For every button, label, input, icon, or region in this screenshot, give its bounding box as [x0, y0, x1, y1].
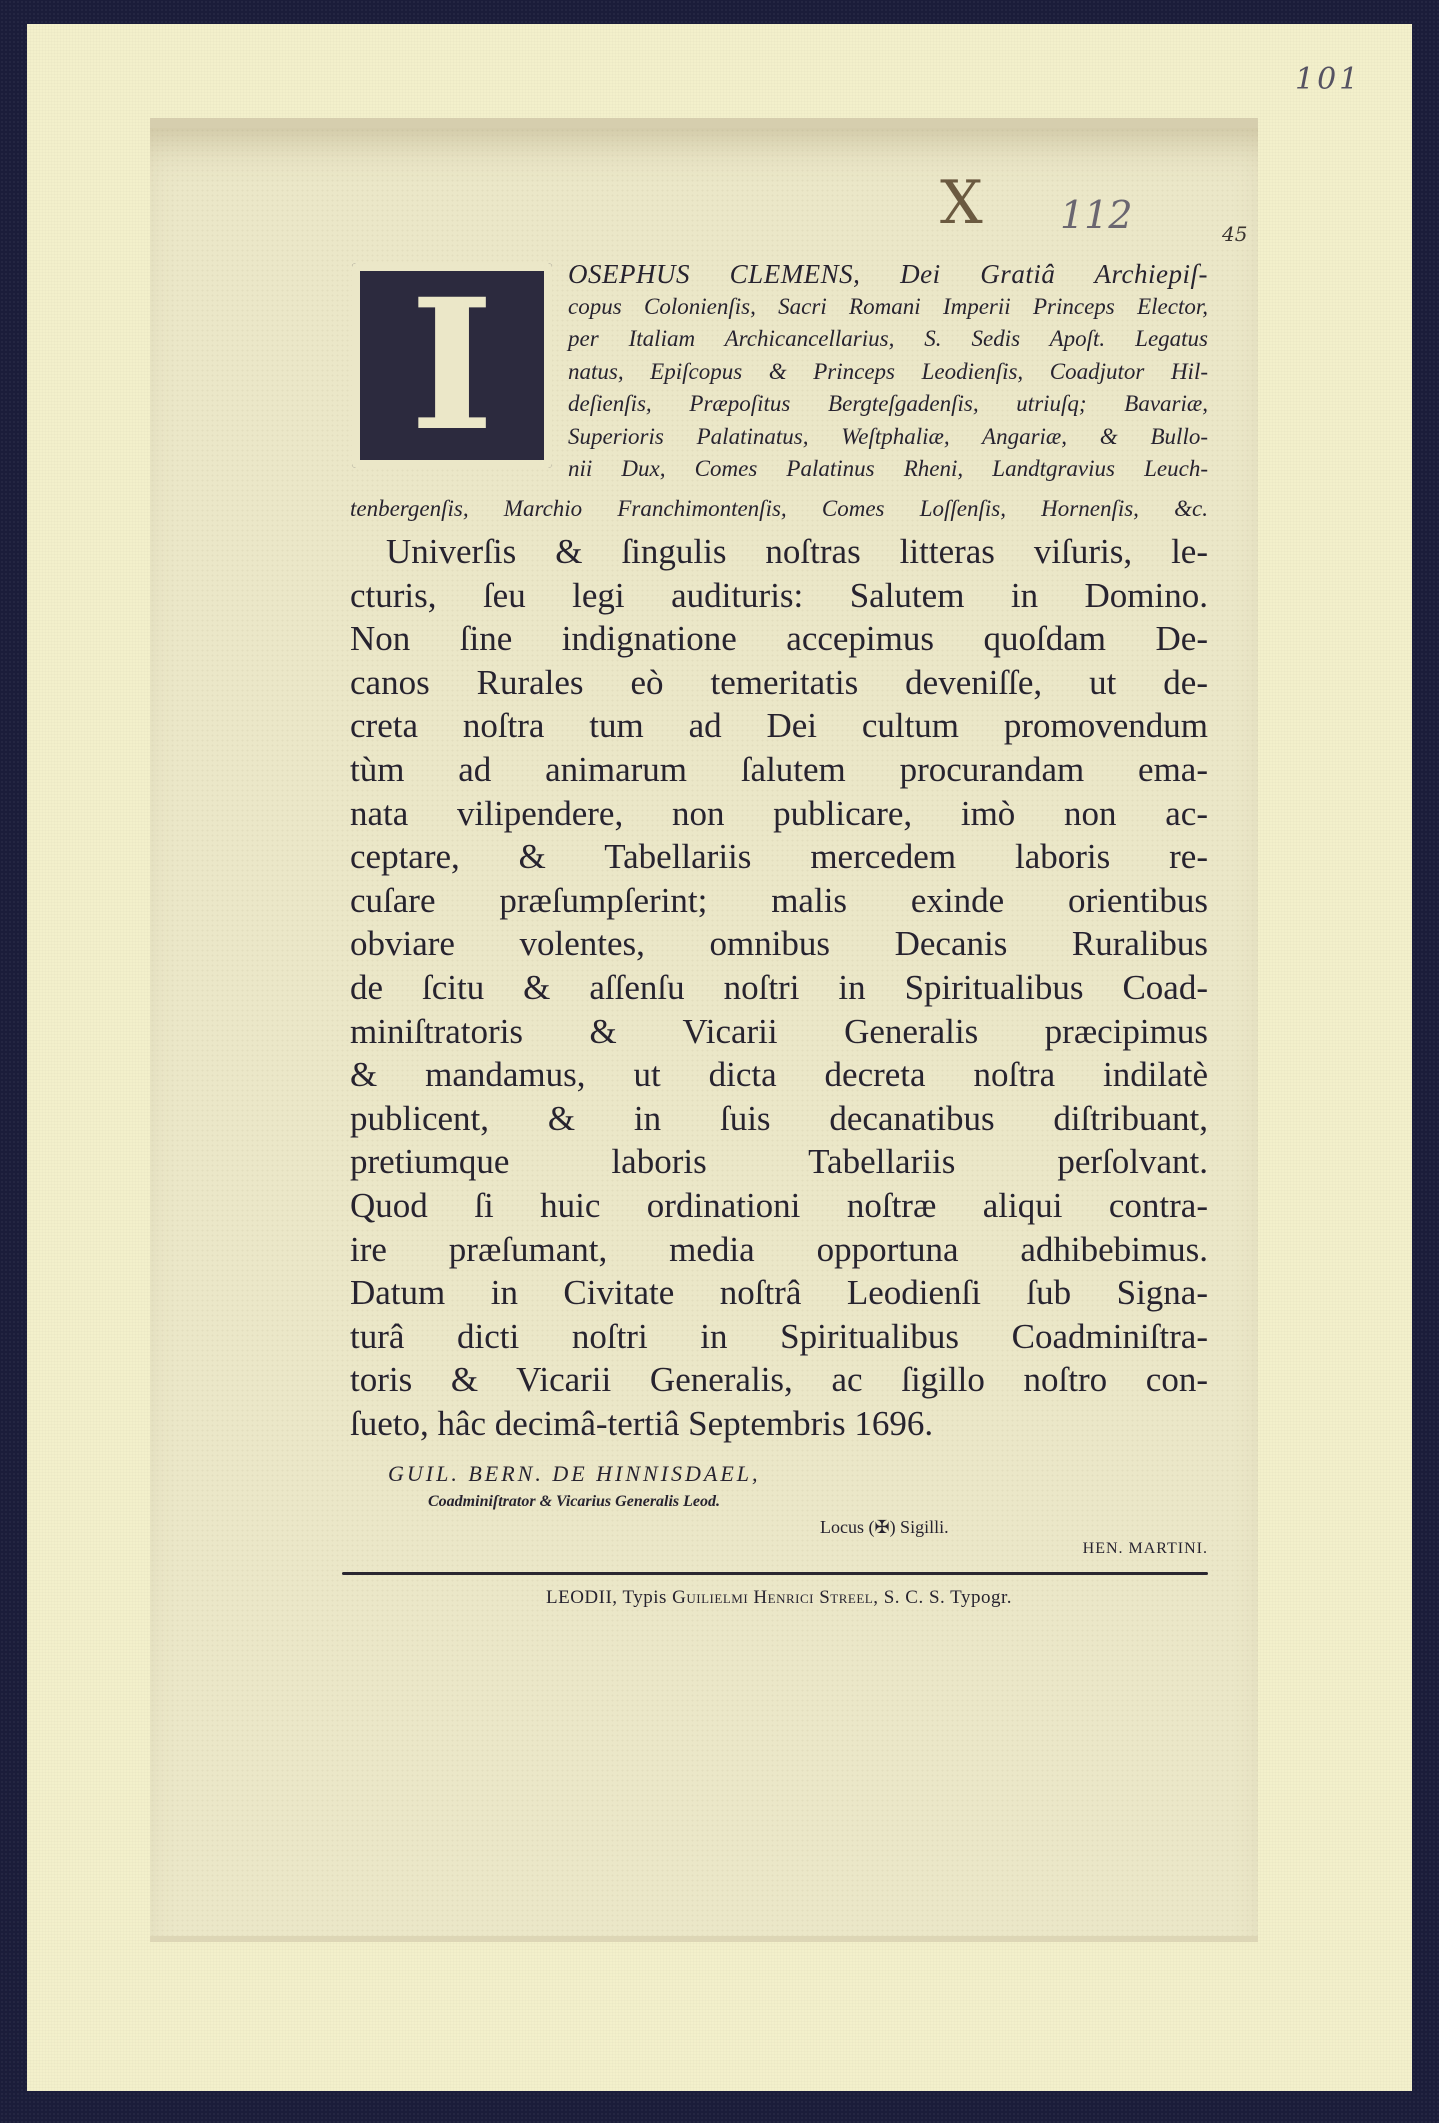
signatory-title: Coadminiſtrator & Vicarius Generalis Leod.: [428, 1493, 721, 1511]
ornamental-drop-cap: I: [352, 263, 552, 468]
folio-number-mount: 101: [1295, 62, 1362, 97]
body-line: cuſare præſumpſerint; malis exinde orientibus: [350, 880, 1208, 920]
intro-line-last: tenbergenſis, Marchio Franchimontenſis, Comes Loſſenſis, Hornenſis, &c.: [350, 496, 1208, 521]
intro-text: [568, 258, 1208, 486]
intro-line: natus, Epiſcopus & Princeps Leodienſis, Coadjutor Hil-: [568, 358, 1208, 384]
handwritten-number-45: 45: [1222, 222, 1248, 246]
intro-line: OSEPHUS CLEMENS, Dei Gratiâ Archiepiſ-: [568, 259, 1208, 289]
body-line: turâ dicti noſtri in Spiritualibus Coadminiſtra-: [350, 1316, 1208, 1356]
secretary-signature: HEN. MARTINI.: [1082, 1540, 1208, 1558]
body-line: Quod ſi huic ordinationi noſtræ aliqui contra-: [350, 1185, 1208, 1225]
body-line: pretiumque laboris Tabellariis perſolvant.: [350, 1142, 1208, 1182]
printer-imprint: [350, 1587, 1208, 1609]
intro-line: per Italiam Archicancellarius, S. Sedis Apoſt. Legatus: [568, 326, 1208, 351]
body-line: Datum in Civitate noſtrâ Leodienſi ſub Signa-: [350, 1273, 1208, 1313]
divider-rule: [342, 1572, 1208, 1575]
imprint-printer: Guilielmi Henrici Streel: [672, 1587, 874, 1609]
intro-line: deſienſis, Præpoſitus Bergteſgadenſis, utriuſq; Bavariæ,: [568, 391, 1208, 416]
body-line: cturis, ſeu legi audituris: Salutem in Domino.: [350, 575, 1208, 615]
intro-block: [350, 258, 1208, 548]
body-line: toris & Vicarii Generalis, ac ſigillo noſtro con-: [350, 1360, 1208, 1400]
body-line: tùm ad animarum ſalutem procurandam ema-: [350, 749, 1208, 789]
body-line-dateline: ſueto, hâc decimâ-tertiâ Septembris 1696.: [350, 1403, 934, 1443]
document-content: [350, 258, 1208, 1609]
signatory-name: GUIL. BERN. DE HINNISDAEL,: [388, 1461, 761, 1487]
body-line: nata vilipendere, non publicare, imò non ac-: [350, 793, 1208, 833]
intro-line: copus Colonienſis, Sacri Romani Imperii Princeps Elector,: [568, 293, 1208, 319]
body-line: Univerſis & ſingulis noſtras litteras viſuris, le-: [386, 532, 1208, 571]
body-text: [350, 530, 1208, 1445]
folio-number-sheet: 112: [1060, 193, 1133, 237]
body-line: ire præſumant, media opportuna adhibebimus.: [350, 1229, 1208, 1269]
body-line: canos Rurales eò temeritatis deveniſſe, ut de-: [350, 662, 1208, 702]
body-line: & mandamus, ut dicta decreta noſtra indilatè: [350, 1055, 1208, 1095]
body-line: ceptare, & Tabellariis mercedem laboris re-: [350, 837, 1208, 877]
imprint-tail: , S. C. S. Typogr.: [873, 1587, 1012, 1609]
handwritten-x-mark: X: [940, 168, 983, 238]
body-line: de ſcitu & aſſenſu noſtri in Spiritualibus Coad-: [350, 967, 1208, 1007]
seal-location: Locus (✠) Sigilli.: [820, 1517, 949, 1538]
body-line: publicent, & in ſuis decanatibus diſtribuant,: [350, 1098, 1208, 1138]
body-line: Non ſine indignatione accepimus quoſdam De-: [350, 619, 1208, 659]
intro-line: Superioris Palatinatus, Weſtphaliæ, Angariæ, & Bullo-: [568, 423, 1208, 449]
body-line: creta noſtra tum ad Dei cultum promovendum: [350, 706, 1208, 746]
imprint-place: LEODII, Typis: [546, 1587, 673, 1609]
body-line: miniſtratoris & Vicarii Generalis præcipimus: [350, 1011, 1208, 1051]
body-line: obviare volentes, omnibus Decanis Ruralibus: [350, 924, 1208, 964]
intro-line: nii Dux, Comes Palatinus Rheni, Landtgravius Leuch-: [568, 456, 1208, 481]
